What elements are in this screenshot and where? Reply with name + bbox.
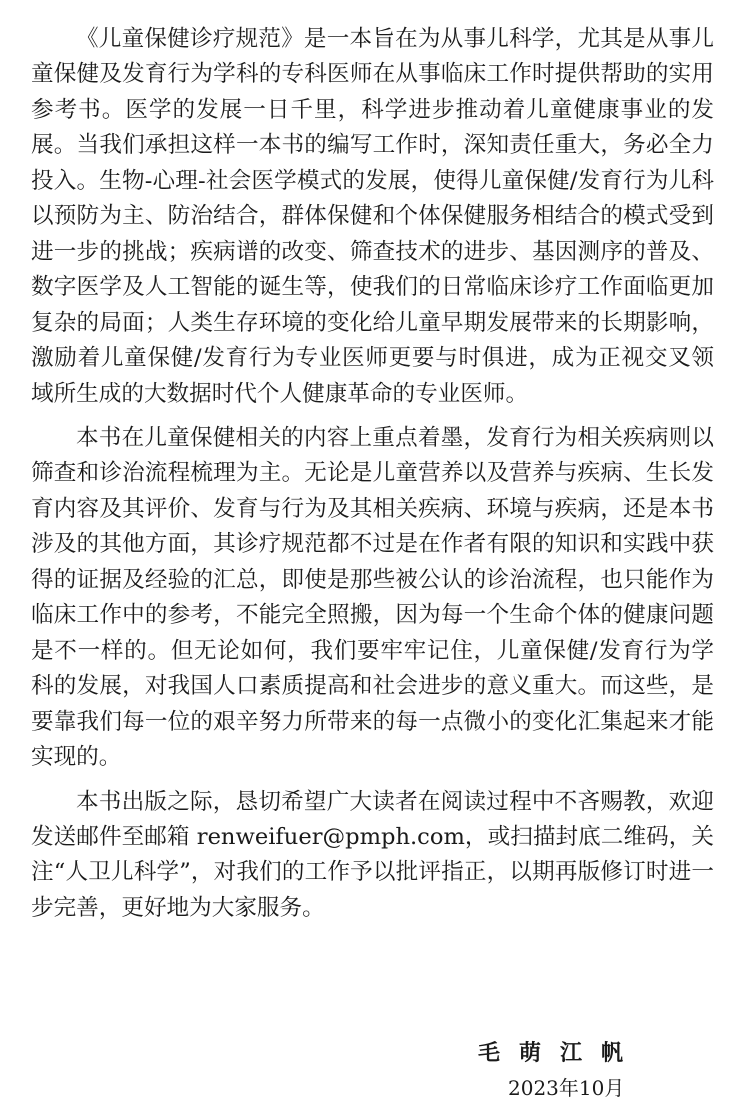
preface-date: 2023年10月 [508,1076,625,1100]
preface-paragraph-3: 本书出版之际，恳切希望广大读者在阅读过程中不吝赐教，欢迎发送邮件至邮箱 renweifuer@pmph.com，或扫描封底二维码，关注“人卫儿科学”，对我们的工作予以批评指正，以期再版修订时进一步完善，更好地为大家服务。 [31,788,714,921]
preface-paragraph-1: 《儿童保健诊疗规范》是一本旨在为从事儿科学，尤其是从事儿童保健及发育行为学科的专科医师在从事临床工作时提供帮助的实用参考书。医学的发展一日千里，科学进步推动着儿童健康事业的发展。当我们承担这样一本书的编写工作时，深知责任重大，务必全力投入。生物-心理-社会医学模式的发展，使得儿童保健/发育行为儿科以预防为主、防治结合，群体保健和个体保健服务相结合的模式受到进一步的挑战；疾病谱的改变、筛查技术的进步、基因测序的普及、数字医学及人工智能的诞生等，使我们的日常临床诊疗工作面临更加复杂的局面；人类生存环境的变化给儿童早期发展带来的长期影响，激励着儿童保健/发育行为专业医师更要与时俱进，成为正视交叉领域所生成的大数据时代个人健康革命的专业医师。 [31,26,714,407]
author-signature: 毛萌江帆 [478,1040,643,1066]
preface-paragraph-2: 本书在儿童保健相关的内容上重点着墨，发育行为相关疾病则以筛查和诊治流程梳理为主。无论是儿童营养以及营养与疾病、生长发育内容及其评价、发育与行为及其相关疾病、环境与疾病，还是本书涉及的其他方面，其诊疗规范都不过是在作者有限的知识和实践中获得的证据及经验的汇总，即使是那些被公认的诊治流程，也只能作为临床工作中的参考，不能完全照搬，因为每一个生命个体的健康问题是不一样的。但无论如何，我们要牢牢记住，儿童保健/发育行为学科的发展，对我国人口素质提高和社会进步的意义重大。而这些，是要靠我们每一位的艰辛努力所带来的每一点微小的变化汇集起来才能实现的。 [31,424,714,771]
preface-body [31,22,714,926]
